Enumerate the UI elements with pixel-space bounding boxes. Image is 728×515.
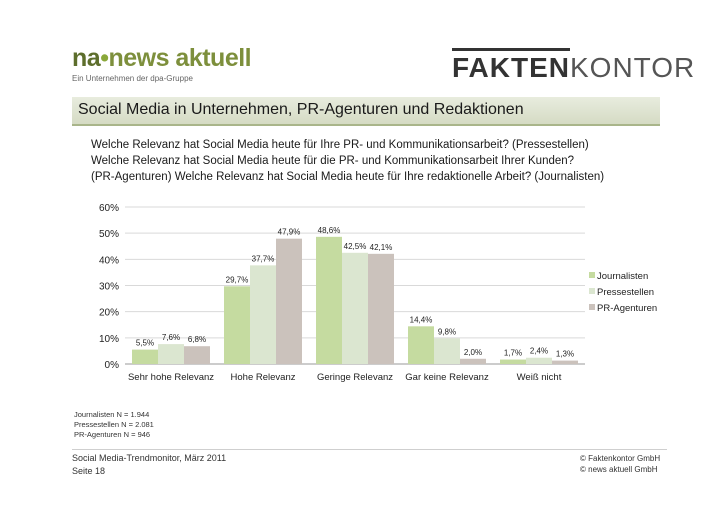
data-label: 6,8%: [187, 335, 207, 345]
y-tick-label: 50%: [98, 229, 119, 241]
x-category-label: Hohe Relevanz: [230, 372, 296, 383]
bar: [184, 346, 210, 364]
sample-size-notes: [74, 410, 154, 440]
y-tick-label: 40%: [98, 255, 119, 267]
bar: [408, 326, 434, 364]
data-label: 2,0%: [463, 347, 483, 357]
page-title: Social Media in Unternehmen, PR-Agenturen und Redaktionen: [78, 101, 524, 118]
logo-kontor-text: KONTOR: [570, 52, 696, 83]
note-journalisten: Journalisten N = 1.944: [74, 410, 150, 419]
logo-dot: •: [100, 44, 109, 72]
bar: [368, 254, 394, 364]
bar: [316, 237, 342, 364]
bar: [224, 286, 250, 364]
bar: [250, 265, 276, 364]
question-line-1: Welche Relevanz hat Social Media heute für Ihre PR- und Kommunikationsarbeit? (Pressestellen): [91, 139, 589, 151]
footer-copyright: [580, 453, 660, 475]
footer-source-text: Social Media-Trendmonitor, März 2011: [72, 453, 227, 463]
bar: [342, 253, 368, 364]
copyright-faktenkontor: © Faktenkontor GmbH: [580, 454, 661, 463]
copyright-news-aktuell: © news aktuell GmbH: [580, 465, 658, 474]
logo-fakten-text: FAKTEN: [452, 48, 570, 83]
data-label: 47,9%: [277, 227, 301, 237]
legend-swatch: [589, 272, 595, 278]
bar: [276, 239, 302, 364]
question-line-2: Welche Relevanz hat Social Media heute für die PR- und Kommunikationsarbeit Ihrer Kunden?: [91, 155, 575, 167]
data-label: 9,8%: [437, 327, 457, 337]
y-tick-label: 30%: [98, 281, 119, 293]
bar: [132, 350, 158, 364]
page-number: Seite 18: [72, 466, 106, 476]
y-tick-label: 60%: [98, 203, 119, 214]
legend-label: Journalisten: [597, 271, 649, 282]
x-category-label: Sehr hohe Relevanz: [127, 372, 215, 383]
x-category-label: Geringe Relevanz: [316, 372, 394, 383]
data-label: 14,4%: [409, 315, 433, 325]
question-line-3: (PR-Agenturen) Welche Relevanz hat Social Media heute für Ihre redaktionelle Arbeit? (Journalisten): [91, 171, 605, 183]
logo-news-aktuell-text: news aktuell: [108, 44, 252, 72]
legend-label: PR-Agenturen: [597, 303, 658, 314]
data-label: 7,6%: [161, 333, 181, 343]
legend-label: Pressestellen: [597, 287, 655, 298]
data-label: 42,5%: [343, 241, 367, 251]
y-tick-label: 10%: [98, 333, 119, 345]
legend-swatch: [589, 288, 595, 294]
x-category-label: Gar keine Relevanz: [405, 372, 489, 383]
y-tick-label: 20%: [98, 307, 119, 319]
data-label: 48,6%: [317, 225, 341, 235]
bar: [500, 360, 526, 364]
x-category-label: Weiß nicht: [516, 372, 562, 383]
data-label: 42,1%: [369, 242, 393, 252]
bar: [460, 359, 486, 364]
bar: [552, 361, 578, 364]
y-tick-label: 0%: [104, 360, 119, 371]
data-label: 29,7%: [225, 275, 249, 285]
bar: [158, 344, 184, 364]
note-pressestellen: Pressestellen N = 2.081: [74, 420, 154, 429]
note-pr-agenturen: PR-Agenturen N = 946: [74, 430, 151, 439]
logo-subtitle: Ein Unternehmen der dpa-Gruppe: [72, 74, 193, 83]
logo-na-text: na: [72, 44, 101, 72]
data-label: 5,5%: [135, 338, 155, 348]
bar: [434, 338, 460, 364]
data-label: 1,3%: [555, 349, 575, 359]
data-label: 2,4%: [529, 346, 549, 356]
footer-divider: [72, 449, 667, 450]
data-label: 1,7%: [503, 348, 523, 358]
footer-source: [72, 452, 226, 478]
data-label: 37,7%: [251, 254, 275, 264]
legend-swatch: [589, 304, 595, 310]
bar: [526, 358, 552, 364]
